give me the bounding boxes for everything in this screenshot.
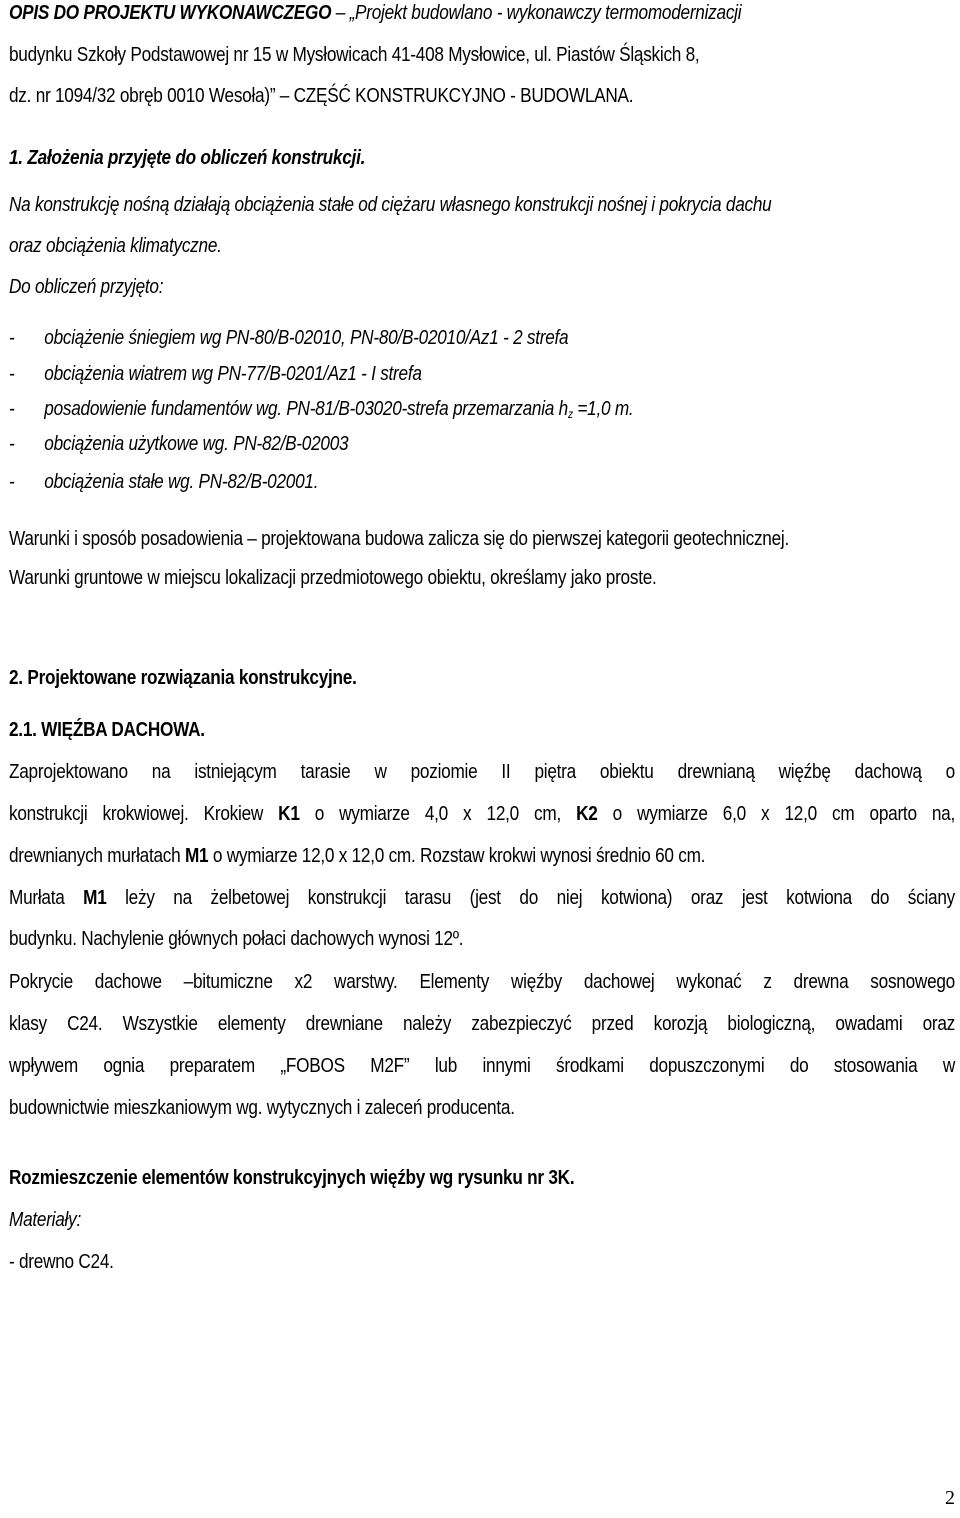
roof-paragraph-3-line-1: Pokrycie dachowe –bitumiczne x2 warstwy. Elementy więźby dachowej wykonać z drewna sosnowego [9, 971, 955, 993]
list-dash: - [9, 327, 15, 349]
list-item [9, 397, 633, 421]
roof-paragraph-1-line-1: Zaprojektowano na istniejącym tarasie w poziomie II piętra obiektu drewnianą więźbę dachową o [9, 761, 955, 783]
document-title-line-3: dz. nr 1094/32 obręb 0010 Wesoła)” – CZĘŚĆ KONSTRUKCYJNO - BUDOWLANA. [9, 85, 634, 107]
document-title-project: „Projekt budowlano - wykonawczy termomodernizacji [349, 2, 742, 24]
list-item [9, 326, 568, 350]
list-item-text: obciążenia użytkowe wg. PN-82/B-02003 [44, 433, 349, 455]
roof-paragraph-1-line-3: drewnianych murłatach M1 o wymiarze 12,0 x 12,0 cm. Rozstaw krokwi wynosi średnio 60 cm. [9, 845, 706, 867]
list-item [9, 432, 348, 456]
list-item [9, 470, 318, 494]
document-title-bold: OPIS DO PROJEKTU WYKONAWCZEGO [9, 2, 332, 24]
document-page [9, 0, 955, 1518]
list-item-text: obciążenie śniegiem wg PN-80/B-02010, PN-80/B-02010/Az1 - 2 strefa [44, 327, 569, 349]
list-dash: - [9, 433, 15, 455]
section-1-paragraph-line-2: oraz obciążenia klimatyczne. [9, 235, 222, 257]
section-2-1-heading: 2.1. WIĘŹBA DACHOWA. [9, 719, 205, 741]
rafter-k1-label: K1 [278, 803, 300, 825]
page-number: 2 [945, 1487, 955, 1509]
layout-reference-heading: Rozmieszczenie elementów konstrukcyjnych więźby wg rysunku nr 3K. [9, 1167, 575, 1189]
geotechnical-conditions-line-1: Warunki i sposób posadowienia – projektowana budowa zalicza się do pierwszej kategorii geotechnicznej. [9, 528, 790, 550]
document-title-line-1 [9, 1, 741, 25]
roof-paragraph-3-line-2: klasy C24. Wszystkie elementy drewniane należy zabezpieczyć przed korozją biologiczną, owadami oraz [9, 1013, 955, 1035]
section-2-heading: 2. Projektowane rozwiązania konstrukcyjne. [9, 667, 357, 689]
roof-paragraph-2-line-1: Murłata M1 leży na żelbetowej konstrukcji tarasu (jest do niej kotwiona) oraz jest kotwiona do ściany [9, 887, 956, 909]
roof-paragraph-3-line-4: budownictwie mieszkaniowym wg. wytycznych i zaleceń producenta. [9, 1097, 515, 1119]
document-title-line-2: budynku Szkoły Podstawowej nr 15 w Mysłowicach 41-408 Mysłowice, ul. Piastów Śląskich 8, [9, 44, 700, 66]
list-item [9, 362, 422, 386]
wall-plate-m1-label: M1 [83, 887, 107, 909]
list-item-text: obciążenia wiatrem wg PN-77/B-0201/Az1 - I strefa [44, 363, 422, 385]
section-1-paragraph-line-1: Na konstrukcję nośną działają obciążenia stałe od ciężaru własnego konstrukcji nośnej i pokrycia dachu [9, 194, 772, 216]
list-item-text-tail: =1,0 m. [572, 398, 634, 420]
list-dash: - [9, 398, 15, 420]
roof-paragraph-3-line-3: wpływem ognia preparatem „FOBOS M2F” lub innymi środkami dopuszczonymi do stosowania w [9, 1055, 955, 1077]
list-dash: - [9, 363, 15, 385]
assumptions-intro: Do obliczeń przyjęto: [9, 276, 164, 298]
section-1-heading: 1. Założenia przyjęte do obliczeń konstrukcji. [9, 147, 366, 169]
list-item-subscript: z [567, 407, 573, 421]
roof-paragraph-1-line-2: konstrukcji krokwiowej. Krokiew K1 o wymiarze 4,0 x 12,0 cm, K2 o wymiarze 6,0 x 12,0 cm oparto na, [9, 803, 955, 825]
list-dash: - [9, 471, 15, 493]
wall-plate-m1-label: M1 [184, 845, 209, 867]
list-item-text: posadowienie fundamentów wg. PN-81/B-03020-strefa przemarzania h [44, 398, 568, 420]
geotechnical-conditions-line-2: Warunki gruntowe w miejscu lokalizacji przedmiotowego obiektu, określamy jako proste. [9, 567, 657, 589]
list-item-text: obciążenia stałe wg. PN-82/B-02001. [44, 471, 319, 493]
materials-label: Materiały: [9, 1209, 81, 1231]
rafter-k2-label: K2 [576, 803, 598, 825]
title-dash: – [331, 2, 350, 24]
materials-item: - drewno C24. [9, 1251, 114, 1273]
roof-paragraph-2-line-2: budynku. Nachylenie głównych połaci dachowych wynosi 12º. [9, 928, 464, 950]
